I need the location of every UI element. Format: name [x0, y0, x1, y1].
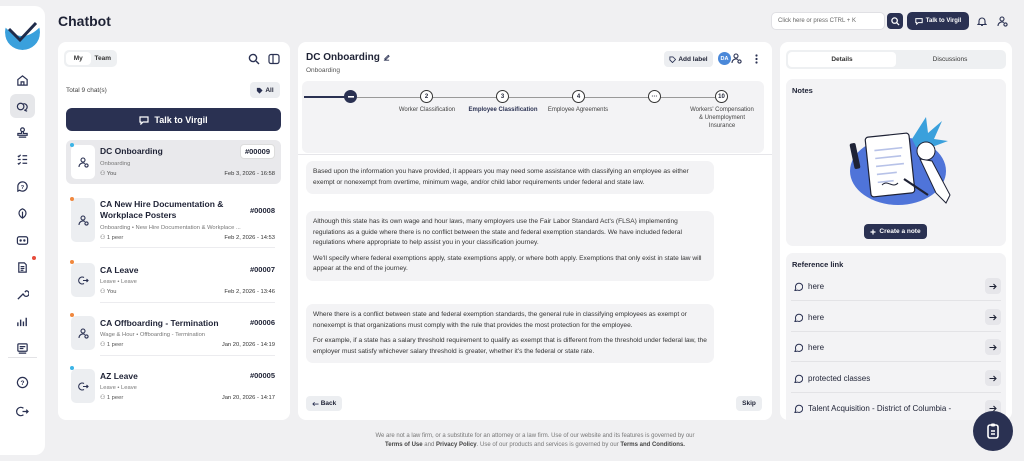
- tab-team[interactable]: Team: [94, 55, 111, 62]
- bot-message: [306, 211, 714, 281]
- chat-scope-tabs: [64, 50, 117, 67]
- chat-item-dc-onboarding[interactable]: [66, 140, 281, 184]
- status-dot: [70, 313, 74, 317]
- message-text: We'll specify where federal exemptions apply, state exemptions apply, or where both apply. Exemptions that only exist in state law will appear at the end of the journey.: [313, 254, 702, 273]
- conversation-title: [306, 52, 390, 63]
- privacy-policy-link[interactable]: Privacy Policy: [435, 442, 477, 448]
- reference-link[interactable]: [791, 274, 1001, 298]
- link-icon: [791, 313, 805, 322]
- add-label-text: Add label: [678, 55, 708, 63]
- analytics-icon[interactable]: [10, 309, 35, 333]
- link-icon: [791, 343, 805, 352]
- create-note-button[interactable]: [864, 224, 927, 239]
- add-user-icon[interactable]: [731, 53, 742, 66]
- step-current[interactable]: [344, 90, 357, 103]
- skip-button[interactable]: Skip: [736, 396, 762, 411]
- chat-category: Onboarding • New Hire Documentation & Workplace ...: [100, 225, 241, 231]
- svg-text:?: ?: [20, 379, 25, 387]
- chat-owner: ⚇ 1 peer: [100, 395, 124, 401]
- chat-owner-text: You: [106, 289, 117, 295]
- footer-and: and: [424, 442, 435, 448]
- chat-owner-text: You: [106, 171, 117, 177]
- chat-category: Leave • Leave: [100, 385, 137, 391]
- logout-icon[interactable]: [10, 399, 35, 423]
- step-line: [661, 97, 715, 98]
- conversation-title-text: DC Onboarding: [306, 52, 380, 63]
- step-2[interactable]: 2: [420, 90, 433, 103]
- conversation-panel: [298, 42, 772, 420]
- chat-owner-text: 1 peer: [106, 235, 124, 241]
- conversation-category: Onboarding: [306, 67, 340, 74]
- help-chat-icon[interactable]: [10, 174, 35, 198]
- message-text: Although this state has its own wage and hour laws, many employers use the Fair Labor Standard Act's (FLSA) implementing regulations as a guide where there is no conflict between the state and federal exemption standards. We have included federal regulations where appropriate to help assist you in your classification journey.: [313, 218, 682, 247]
- chat-item-ca-leave[interactable]: [66, 257, 281, 301]
- reference-link-text: here: [808, 312, 825, 322]
- chat-owner: ⚇ 1 peer: [100, 235, 124, 241]
- bot-message: [306, 304, 714, 363]
- talk-to-virgil-button[interactable]: [66, 108, 281, 131]
- step-progress-line: [304, 96, 348, 98]
- step-line: [585, 97, 649, 98]
- reference-link[interactable]: [791, 305, 1001, 329]
- tools-icon[interactable]: [10, 282, 35, 306]
- filter-all-label: All: [265, 86, 274, 94]
- chat-category: Onboarding: [100, 161, 131, 167]
- chatbot-icon[interactable]: [10, 94, 35, 118]
- chat-item-ca-offboarding[interactable]: [66, 310, 281, 354]
- status-dot: [70, 143, 74, 147]
- row-divider: [100, 355, 275, 356]
- arrow-right-icon[interactable]: [985, 309, 1001, 325]
- notification-dot: [32, 256, 36, 260]
- search-input[interactable]: Click here or press CTRL + K: [771, 12, 885, 30]
- search-chats-icon[interactable]: [248, 53, 260, 65]
- bot-message: [306, 161, 714, 194]
- step-line: [433, 97, 497, 98]
- talk-to-virgil-top-button[interactable]: [907, 12, 969, 30]
- divider: [298, 154, 772, 155]
- leaf-icon[interactable]: [10, 201, 35, 225]
- tab-discussions[interactable]: Discussions: [932, 56, 968, 63]
- chat-type-icon: [71, 316, 95, 350]
- help-icon[interactable]: [10, 370, 35, 394]
- avatar[interactable]: DA: [718, 52, 731, 65]
- chat-title: CA Leave: [100, 265, 139, 275]
- arrow-left-icon: [312, 401, 319, 407]
- chat-owner: ⚇ 1 peer: [100, 342, 124, 348]
- bell-icon[interactable]: [975, 14, 989, 28]
- row-divider: [791, 361, 1001, 362]
- chat-icon: [139, 115, 149, 125]
- chat-id: #00007: [249, 265, 275, 274]
- create-note-label: Create a note: [879, 228, 921, 235]
- id-card-icon[interactable]: [10, 228, 35, 252]
- step-3-label: Employee Classification: [468, 107, 538, 113]
- status-dot: [70, 260, 74, 264]
- link-icon: [791, 404, 805, 413]
- arrow-right-icon[interactable]: [985, 278, 1001, 294]
- row-divider: [100, 247, 275, 248]
- chat-title: CA New Hire Documentation & Workplace Posters: [100, 199, 224, 220]
- chat-date: Jan 20, 2026 - 14:19: [221, 342, 275, 348]
- search-button[interactable]: [887, 13, 903, 29]
- search-icon: [891, 17, 900, 26]
- row-divider: [100, 302, 275, 303]
- chat-id: #00008: [249, 206, 275, 215]
- more-options-icon[interactable]: [750, 53, 762, 65]
- talk-to-virgil-top-label: Talk to Virgil: [925, 18, 962, 24]
- home-icon[interactable]: [10, 68, 35, 92]
- journey-stepper: [302, 81, 764, 153]
- details-tabs: [786, 50, 1006, 69]
- chat-owner: ⚇ You: [100, 289, 117, 295]
- tag-icon: [256, 87, 263, 94]
- details-panel: [780, 42, 1012, 420]
- sidebar-divider: [8, 357, 37, 358]
- notes-section: [786, 79, 1006, 246]
- chat-item-ca-new-hire[interactable]: [66, 194, 281, 248]
- message-text: For example, if a state has a salary threshold requirement to qualify as exempt that is different from the threshold under federal law, the employer must satisfy whichever salary threshold is greater, whether it's the federal or state rate.: [313, 337, 707, 355]
- chat-owner-text: 1 peer: [106, 342, 124, 348]
- chat-date: Jan 20, 2026 - 14:17: [221, 395, 275, 401]
- step-2-label: Worker Classification: [398, 107, 456, 113]
- total-chats: Total 9 chat(s): [66, 87, 107, 94]
- notes-title: Notes: [792, 86, 813, 95]
- notes-illustration: [846, 113, 956, 213]
- reference-link-text: protected classes: [808, 373, 871, 383]
- terms-and-conditions-link[interactable]: Terms and Conditions.: [620, 442, 685, 448]
- chat-owner: ⚇ You: [100, 171, 117, 177]
- chat-item-az-leave[interactable]: [66, 363, 281, 407]
- reference-links-title: Reference link: [792, 260, 844, 269]
- chat-icon: [915, 17, 923, 25]
- footer-text: We are not a law firm, or a substitute for an attorney or a law firm. Use of our website and its features is governed by our: [375, 433, 695, 439]
- reference-link-text: Talent Acquisition - District of Columbia -: [808, 403, 952, 413]
- chat-id: #00009: [240, 144, 275, 159]
- step-10-label: Workers' Compensation & Unemployment Insurance: [690, 107, 754, 129]
- minus-icon: [348, 96, 354, 98]
- user-settings-icon[interactable]: [995, 14, 1009, 28]
- reference-link[interactable]: [791, 335, 1001, 359]
- talk-to-virgil-label: Talk to Virgil: [154, 114, 208, 125]
- chat-category: Leave • Leave: [100, 279, 137, 285]
- plus-icon: [870, 229, 876, 235]
- reference-link[interactable]: [791, 366, 1001, 390]
- tag-icon: [669, 56, 676, 63]
- chat-type-icon: [71, 263, 95, 297]
- reference-link-text: here: [808, 281, 825, 291]
- back-label: Back: [320, 400, 337, 407]
- checklist-icon[interactable]: [10, 147, 35, 171]
- arrow-right-icon[interactable]: [985, 370, 1001, 386]
- chat-owner-text: 1 peer: [106, 395, 124, 401]
- sidebar: [0, 6, 45, 455]
- link-icon: [791, 374, 805, 383]
- legal-footer: [300, 432, 770, 450]
- terms-of-use-link[interactable]: Terms of Use: [385, 442, 423, 448]
- virgil-logo[interactable]: [5, 15, 40, 50]
- back-button[interactable]: [306, 396, 342, 411]
- step-3[interactable]: 3: [496, 90, 509, 103]
- footer-text-2: . Use of our products and services is governed by our: [476, 442, 619, 448]
- chat-title: AZ Leave: [100, 371, 138, 381]
- chat-date: Feb 3, 2026 - 16:58: [224, 171, 275, 177]
- chat-id: #00006: [249, 318, 275, 327]
- panel-toggle-icon[interactable]: [268, 53, 280, 65]
- message-text: Where there is a conflict between state and federal exemption standards, the general rule in classifying employees as exempt or nonexempt is that organizations must comply with the rule that provides the most protection for the employee.: [313, 311, 687, 329]
- assistant-fab-button[interactable]: [973, 411, 1013, 451]
- chat-category: Wage & Hour • Offboarding - Termination: [100, 332, 206, 338]
- step-line: [509, 97, 573, 98]
- page-title: Chatbot: [58, 13, 111, 29]
- reference-link[interactable]: [791, 396, 1001, 420]
- stamp-icon[interactable]: [10, 120, 35, 144]
- link-icon: [791, 282, 805, 291]
- svg-text:?: ?: [20, 184, 25, 191]
- reference-links-section: [786, 253, 1006, 420]
- filter-all-button[interactable]: [250, 82, 280, 98]
- chat-date: Feb 2, 2026 - 14:53: [224, 235, 275, 241]
- clipboard-icon: [984, 422, 1002, 440]
- step-line: [357, 97, 421, 98]
- message-text: Based upon the information you have provided, it appears you may need some assistance with classifying an employee as either exempt or nonexempt from overtime, minimum wage, and/or child labor requirements under federal and state law.: [313, 168, 689, 186]
- chat-type-icon: [71, 198, 95, 242]
- row-divider: [791, 392, 1001, 393]
- status-dot: [70, 197, 74, 201]
- step-10[interactable]: 10: [715, 90, 728, 103]
- step-4-label: Employee Agreements: [547, 107, 609, 113]
- tab-my[interactable]: My: [66, 52, 91, 65]
- arrow-right-icon[interactable]: [985, 339, 1001, 355]
- status-dot: [70, 366, 74, 370]
- chat-type-icon: [71, 369, 95, 403]
- step-more[interactable]: ···: [648, 90, 661, 103]
- row-divider: [791, 331, 1001, 332]
- add-label-button[interactable]: [664, 51, 713, 67]
- chat-title: DC Onboarding: [100, 146, 163, 156]
- step-4[interactable]: 4: [572, 90, 585, 103]
- chat-list-panel: [58, 42, 290, 420]
- edit-icon[interactable]: [383, 54, 390, 61]
- chat-title: CA Offboarding - Termination: [100, 318, 219, 328]
- chat-type-icon: [71, 145, 95, 179]
- reference-link-text: here: [808, 342, 825, 352]
- chat-date: Feb 2, 2026 - 13:46: [224, 289, 275, 295]
- row-divider: [791, 300, 1001, 301]
- tab-details[interactable]: Details: [788, 52, 896, 67]
- chat-id: #00005: [249, 371, 275, 380]
